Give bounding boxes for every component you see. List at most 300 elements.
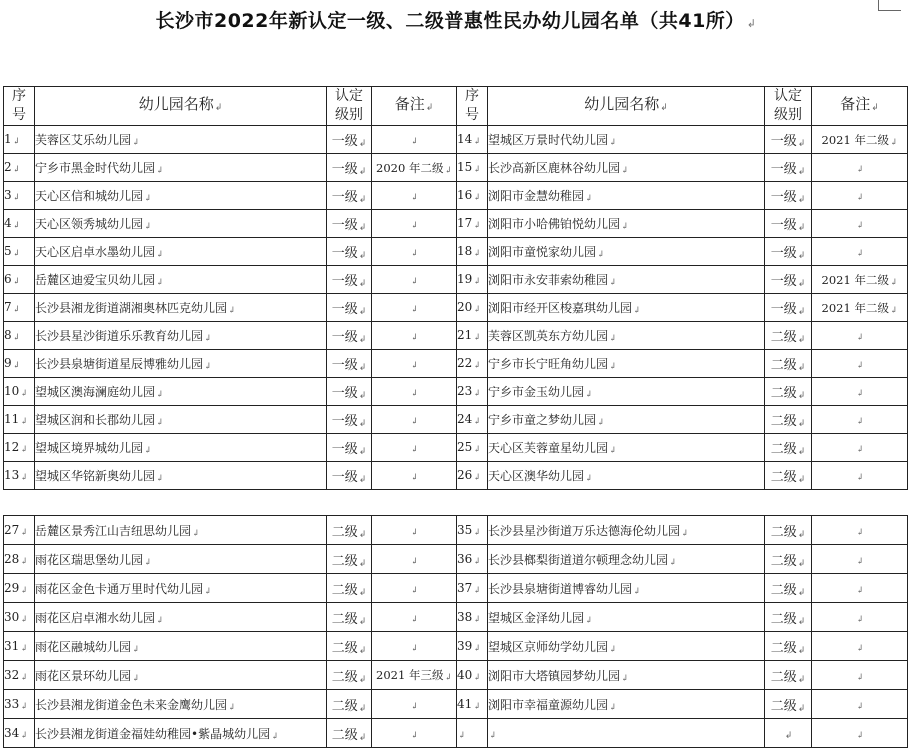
paragraph-mark-icon: ↲: [410, 193, 419, 203]
paragraph-mark-icon: ↲: [358, 251, 367, 261]
row-number-right: [457, 603, 488, 632]
paragraph-mark-icon: ↲: [12, 333, 21, 343]
paragraph-mark-icon: ↲: [132, 644, 140, 655]
paragraph-mark-icon: ↲: [156, 278, 164, 288]
paragraph-mark-icon: ↲: [585, 390, 593, 400]
paragraph-mark-icon: ↲: [358, 703, 367, 714]
table-row: [4, 434, 908, 462]
row-number-right: [457, 462, 488, 490]
paragraph-mark-icon: ↲: [12, 277, 21, 287]
paragraph-mark-icon: ↲: [20, 389, 28, 399]
kindergarten-name-right: [488, 322, 765, 350]
kindergarten-name-right: [488, 719, 765, 748]
paragraph-mark-icon: ↲: [473, 249, 481, 259]
row-number-left: [4, 632, 35, 661]
paragraph-mark-icon: ↲: [681, 528, 689, 539]
paragraph-mark-icon: ↲: [585, 615, 593, 626]
kindergarten-name-left-text: 望城区润和长郡幼儿园: [35, 413, 156, 427]
row-number-right: [457, 661, 488, 690]
level-cell-left-text: 一级: [331, 330, 358, 345]
note-cell-right: [812, 516, 908, 545]
row-number-right: [457, 632, 488, 661]
paragraph-mark-icon: ↲: [797, 223, 806, 233]
paragraph-mark-icon: ↲: [609, 278, 617, 288]
kindergarten-name-right-text: 长沙县榔梨街道道尔顿理念幼儿园: [488, 552, 669, 567]
note-cell-right: [812, 406, 908, 434]
page-title: [0, 6, 912, 33]
kindergarten-name-right-text: 宁乡市金玉幼儿园: [488, 385, 585, 399]
note-cell-left: [372, 154, 457, 182]
paragraph-mark-icon: ↲: [856, 643, 864, 654]
kindergarten-name-left: [35, 574, 327, 603]
row-number-left-text: 10: [4, 384, 20, 398]
table-row: [4, 322, 908, 350]
paragraph-mark-icon: ↲: [358, 447, 367, 457]
table-body-part-1: [4, 126, 908, 490]
paragraph-mark-icon: ↲: [20, 614, 28, 625]
note-cell-right: [812, 238, 908, 266]
paragraph-mark-icon: ↲: [473, 221, 481, 231]
paragraph-mark-icon: ↲: [473, 137, 481, 147]
note-cell-left: [372, 574, 457, 603]
paragraph-mark-icon: ↲: [856, 527, 864, 538]
paragraph-mark-icon: ↲: [156, 166, 164, 176]
kindergarten-name-right-text: 宁乡市童之梦幼儿园: [488, 413, 597, 427]
note-cell-left: [372, 632, 457, 661]
paragraph-mark-icon: ↲: [358, 732, 367, 743]
paragraph-mark-icon: ↲: [20, 672, 28, 683]
table-row: [4, 210, 908, 238]
table-row: [4, 266, 908, 294]
level-cell-right: [765, 574, 812, 603]
paragraph-mark-icon: ↲: [132, 138, 140, 148]
header-name: 幼儿园名称↲: [35, 87, 327, 126]
row-number-right: [457, 406, 488, 434]
level-cell-left: [327, 661, 372, 690]
paragraph-mark-icon: ↲: [358, 335, 367, 345]
level-cell-left-text: 一级: [331, 414, 358, 429]
paragraph-mark-icon: ↲: [597, 418, 605, 428]
paragraph-mark-icon: ↲: [444, 165, 452, 176]
level-cell-left: [327, 462, 372, 490]
note-cell-right: [812, 719, 908, 748]
kindergarten-name-right-text: 长沙县星沙街道万乐达德海伦幼儿园: [488, 523, 681, 538]
paragraph-mark-icon: ↲: [797, 391, 806, 401]
note-cell-left: [372, 516, 457, 545]
paragraph-mark-icon: ↲: [473, 445, 481, 455]
kindergarten-name-left: [35, 690, 327, 719]
level-cell-left-text: 一级: [331, 218, 358, 233]
paragraph-mark-icon: ↲: [473, 473, 481, 483]
row-number-left-text: 1: [4, 132, 12, 146]
kindergarten-name-left-text: 长沙县湘龙街道湖湘奥林匹克幼儿园: [35, 301, 228, 315]
kindergarten-name-right-text: 芙蓉区凯英东方幼儿园: [488, 329, 609, 343]
note-cell-left: [372, 378, 457, 406]
row-number-left-text: 32: [4, 667, 20, 682]
note-cell-right: [812, 632, 908, 661]
kindergarten-name-left: [35, 661, 327, 690]
kindergarten-name-right-text: 长沙高新区鹿林谷幼儿园: [488, 161, 621, 175]
table-row: [4, 378, 908, 406]
paragraph-mark-icon: ↲: [358, 307, 367, 317]
table-row: [4, 574, 908, 603]
level-cell-right: [765, 350, 812, 378]
paragraph-mark-icon: ↲: [797, 447, 806, 457]
paragraph-mark-icon: ↲: [797, 167, 806, 177]
paragraph-mark-icon: ↲: [856, 389, 864, 399]
level-cell-left-text: 二级: [331, 553, 358, 569]
kindergarten-name-right: [488, 210, 765, 238]
paragraph-mark-icon: ↲: [410, 473, 419, 483]
paragraph-mark-icon: ↲: [410, 221, 419, 231]
paragraph-mark-icon: ↲: [609, 446, 617, 456]
paragraph-mark-icon: ↲: [856, 361, 864, 371]
row-number-left-text: 27: [4, 522, 20, 537]
header-row: [4, 87, 908, 126]
row-number-left-text: 29: [4, 580, 20, 595]
level-cell-right: [765, 545, 812, 574]
header-num: 序 号: [4, 87, 35, 126]
kindergarten-name-right-text: 浏阳市经开区梭嘉琪幼儿园: [488, 301, 633, 315]
paragraph-mark-icon: ↲: [856, 333, 864, 343]
kindergarten-name-left-text: 雨花区金色卡通万里时代幼儿园: [35, 581, 204, 596]
level-cell-right: [765, 661, 812, 690]
table-row: [4, 406, 908, 434]
level-cell-right: [765, 126, 812, 154]
paragraph-mark-icon: ↲: [144, 557, 152, 568]
paragraph-mark-icon: ↲: [473, 193, 481, 203]
row-number-right-text: 15: [457, 160, 473, 174]
header-note: 备注↲: [372, 87, 457, 126]
paragraph-mark-icon: ↲: [410, 527, 419, 538]
row-number-left-text: 13: [4, 468, 20, 482]
paragraph-mark-icon: ↲: [797, 616, 806, 627]
note-cell-right: [812, 661, 908, 690]
note-cell-right: [812, 322, 908, 350]
row-number-right-text: 21: [457, 328, 473, 342]
paragraph-mark-icon: ↲: [358, 558, 367, 569]
level-cell-right: [765, 238, 812, 266]
paragraph-mark-icon: ↲: [358, 167, 367, 177]
row-number-right: [457, 378, 488, 406]
note-cell-left: [372, 350, 457, 378]
kindergarten-name-left-text: 长沙县星沙街道乐乐教育幼儿园: [35, 329, 204, 343]
level-cell-left: [327, 434, 372, 462]
kindergarten-name-left: [35, 322, 327, 350]
kindergarten-name-left: [35, 350, 327, 378]
note-cell-right: [812, 690, 908, 719]
paragraph-mark-icon: ↲: [12, 305, 21, 315]
paragraph-mark-icon: ↲: [585, 474, 593, 484]
level-cell-left: [327, 294, 372, 322]
paragraph-mark-icon: ↲: [856, 614, 864, 625]
paragraph-mark-icon: ↲: [856, 417, 864, 427]
note-cell-left: [372, 210, 457, 238]
kindergarten-name-right-text: 浏阳市金慧幼稚园: [488, 189, 585, 203]
paragraph-mark-icon: ↲: [358, 279, 367, 289]
kindergarten-name-right-text: 天心区芙蓉童星幼儿园: [488, 441, 609, 455]
paragraph-mark-icon: ↲: [797, 307, 806, 317]
note-cell-left: [372, 719, 457, 748]
row-number-left: [4, 574, 35, 603]
level-cell-right-text: 二级: [770, 640, 797, 656]
row-number-right: [457, 154, 488, 182]
paragraph-mark-icon: ↲: [621, 222, 629, 232]
note-cell-right: [812, 378, 908, 406]
paragraph-mark-icon: ↲: [444, 673, 452, 683]
row-number-right-text: 17: [457, 216, 473, 230]
level-cell-left-text: 二级: [331, 524, 358, 540]
kindergarten-name-right: [488, 154, 765, 182]
level-cell-left-text: 一级: [331, 442, 358, 457]
row-number-right: [457, 545, 488, 574]
level-cell-right-text: 二级: [770, 442, 797, 457]
kindergarten-name-right: [488, 406, 765, 434]
paragraph-mark-icon: ↲: [192, 528, 200, 539]
paragraph-mark-icon: ↲: [20, 445, 28, 455]
row-number-right: [457, 434, 488, 462]
table-row: [4, 126, 908, 154]
kindergarten-name-left: [35, 266, 327, 294]
level-cell-left: [327, 690, 372, 719]
level-cell-right-text: 一级: [770, 190, 797, 205]
paragraph-mark-icon: ↲: [358, 645, 367, 656]
kindergarten-name-right: [488, 266, 765, 294]
level-cell-right: [765, 294, 812, 322]
note-cell-left: [372, 661, 457, 690]
level-cell-left-text: 一级: [331, 190, 358, 205]
kindergarten-name-left: [35, 632, 327, 661]
row-number-left: [4, 210, 35, 238]
note-cell-left: [372, 690, 457, 719]
kindergarten-name-right-text: 长沙县泉塘街道博睿幼儿园: [488, 581, 633, 596]
kindergarten-name-right-text: 天心区澳华幼儿园: [488, 469, 585, 483]
table-row: [4, 632, 908, 661]
row-number-left: [4, 690, 35, 719]
paragraph-mark-icon: ↲: [156, 390, 164, 400]
paragraph-mark-icon: ↲: [410, 333, 419, 343]
paragraph-mark-icon: ↲: [609, 362, 617, 372]
note-cell-left: [372, 238, 457, 266]
level-cell-left: [327, 406, 372, 434]
paragraph-mark-icon: ↲: [856, 249, 864, 259]
kindergarten-name-left-text: 天心区领秀城幼儿园: [35, 217, 144, 231]
kindergarten-name-left: [35, 210, 327, 238]
table-row: [4, 690, 908, 719]
kindergarten-name-right-text: 望城区京师幼学幼儿园: [488, 639, 609, 654]
table-row: [4, 545, 908, 574]
paragraph-mark-icon: ↲: [797, 645, 806, 656]
level-cell-left-text: 一级: [331, 358, 358, 373]
paragraph-mark-icon: ↲: [410, 730, 419, 741]
level-cell-left-text: 二级: [331, 698, 358, 714]
paragraph-mark-icon: ↲: [797, 587, 806, 598]
table-header: [4, 87, 908, 126]
level-cell-right: [765, 434, 812, 462]
note-cell-left: [372, 266, 457, 294]
level-cell-right: [765, 719, 812, 748]
level-cell-left: [327, 378, 372, 406]
paragraph-mark-icon: ↲: [12, 193, 21, 203]
row-number-left: [4, 126, 35, 154]
row-number-left: [4, 661, 35, 690]
paragraph-mark-icon: ↲: [856, 165, 864, 175]
paragraph-mark-icon: ↲: [597, 250, 605, 260]
paragraph-mark-icon: ↲: [784, 730, 793, 741]
level-cell-left: [327, 210, 372, 238]
kindergarten-name-right: [488, 690, 765, 719]
row-number-right: [457, 719, 488, 748]
kindergarten-name-left-text: 天心区启卓水墨幼儿园: [35, 245, 156, 259]
row-number-left: [4, 603, 35, 632]
row-number-left-text: 4: [4, 216, 12, 230]
level-cell-right-text: 二级: [770, 669, 797, 685]
paragraph-mark-icon: ↲: [856, 556, 864, 567]
paragraph-mark-icon: ↲: [204, 586, 212, 597]
paragraph-mark-icon: ↲: [410, 417, 419, 427]
header-num-right: 序 号: [457, 87, 488, 126]
kindergarten-name-right-text: 宁乡市长宁旺角幼儿园: [488, 357, 609, 371]
header-level-right: 认定 级别: [765, 87, 812, 126]
row-number-right: [457, 690, 488, 719]
kindergarten-name-right: [488, 126, 765, 154]
row-number-right: [457, 322, 488, 350]
kindergarten-name-left: [35, 462, 327, 490]
kindergarten-name-left-text: 岳麓区迪爱宝贝幼儿园: [35, 273, 156, 287]
level-cell-right-text: 二级: [770, 582, 797, 598]
level-cell-left-text: 一级: [331, 302, 358, 317]
paragraph-mark-icon: ↲: [358, 475, 367, 485]
kindergarten-name-left: [35, 238, 327, 266]
level-cell-right: [765, 632, 812, 661]
paragraph-mark-icon: ↲: [410, 389, 419, 399]
level-cell-right: [765, 266, 812, 294]
row-number-left: [4, 378, 35, 406]
kindergarten-name-right: [488, 350, 765, 378]
level-cell-right: [765, 154, 812, 182]
paragraph-mark-icon: ↲: [410, 701, 419, 712]
level-cell-right-text: 二级: [770, 386, 797, 401]
note-cell-left-text: 2021 年三级: [376, 668, 444, 682]
kindergarten-name-left: [35, 154, 327, 182]
level-cell-left: [327, 182, 372, 210]
table-row: [4, 603, 908, 632]
paragraph-mark-icon: ↲: [132, 673, 140, 684]
kindergarten-name-left-text: 宁乡市黑金时代幼儿园: [35, 161, 156, 175]
paragraph-mark-icon: ↲: [473, 585, 481, 596]
kindergarten-name-left-text: 芙蓉区艾乐幼儿园: [35, 133, 132, 147]
paragraph-mark-icon: ↲: [797, 529, 806, 540]
kindergarten-name-left-text: 雨花区景环幼儿园: [35, 668, 132, 683]
kindergarten-name-left-text: 雨花区瑞思堡幼儿园: [35, 552, 144, 567]
row-number-right-text: 40: [457, 667, 473, 682]
level-cell-left: [327, 322, 372, 350]
note-cell-right: [812, 154, 908, 182]
paragraph-mark-icon: ↲: [410, 614, 419, 625]
paragraph-mark-icon: ↲: [473, 333, 481, 343]
paragraph-mark-icon: ↲: [609, 138, 617, 148]
row-number-left-text: 28: [4, 551, 20, 566]
row-number-left-text: 5: [4, 244, 12, 258]
level-cell-left-text: 一级: [331, 162, 358, 177]
kindergarten-name-right: [488, 545, 765, 574]
row-number-right: [457, 126, 488, 154]
row-number-right-text: 37: [457, 580, 473, 595]
table-row: [4, 719, 908, 748]
note-cell-right: [812, 126, 908, 154]
kindergarten-name-left-text: 雨花区融城幼儿园: [35, 639, 132, 654]
kindergarten-name-left: [35, 182, 327, 210]
row-number-left: [4, 322, 35, 350]
paragraph-mark-icon: ↲: [473, 614, 481, 625]
paragraph-mark-icon: ↲: [856, 585, 864, 596]
kindergarten-name-right: [488, 462, 765, 490]
kindergarten-name-right: [488, 182, 765, 210]
level-cell-right: [765, 462, 812, 490]
paragraph-mark-icon: ↲: [20, 730, 28, 741]
paragraph-mark-icon: ↲: [20, 527, 28, 538]
level-cell-right: [765, 378, 812, 406]
note-cell-left-text: 2020 年二级: [376, 160, 444, 175]
paragraph-mark-icon: ↲: [358, 587, 367, 598]
level-cell-right-text: 二级: [770, 330, 797, 345]
level-cell-left-text: 二级: [331, 727, 358, 743]
paragraph-mark-icon: ↲: [473, 361, 481, 371]
kindergarten-name-left: [35, 719, 327, 748]
note-cell-right: [812, 574, 908, 603]
level-cell-right: [765, 406, 812, 434]
level-cell-right-text: 二级: [770, 524, 797, 540]
paragraph-mark-icon: ↲: [410, 305, 419, 315]
kindergarten-table-part-2: [3, 515, 908, 748]
level-cell-left-text: 二级: [331, 640, 358, 656]
kindergarten-name-right: [488, 434, 765, 462]
paragraph-mark-icon: ↲: [856, 221, 864, 231]
paragraph-mark-icon: ↲: [358, 419, 367, 429]
paragraph-mark-icon: ↲: [473, 701, 481, 712]
note-cell-right: [812, 545, 908, 574]
kindergarten-name-left-text: 长沙县湘龙街道金色未来金鹰幼儿园: [35, 697, 228, 712]
paragraph-mark-icon: ↲: [410, 585, 419, 596]
row-number-left: [4, 154, 35, 182]
paragraph-mark-icon: ↲: [797, 703, 806, 714]
paragraph-mark-icon: ↲: [633, 586, 641, 597]
kindergarten-name-right-text: 望城区万景时代幼儿园: [488, 133, 609, 147]
level-cell-right-text: 一级: [770, 302, 797, 317]
paragraph-mark-icon: ↲: [410, 361, 419, 371]
paragraph-mark-icon: ↲: [271, 731, 279, 742]
level-cell-left-text: 一级: [331, 470, 358, 485]
paragraph-mark-icon: ↲: [228, 702, 236, 713]
note-cell-left: [372, 545, 457, 574]
level-cell-right: [765, 516, 812, 545]
level-cell-right: [765, 322, 812, 350]
paragraph-mark-icon: ↲: [797, 139, 806, 149]
table-row: [4, 238, 908, 266]
level-cell-right-text: 一级: [770, 218, 797, 233]
row-number-left-text: 34: [4, 725, 20, 740]
paragraph-mark-icon: ↲: [856, 701, 864, 712]
paragraph-mark-icon: ↲: [473, 417, 481, 427]
level-cell-right-text: 一级: [770, 246, 797, 261]
paragraph-mark-icon: ↲: [20, 701, 28, 712]
kindergarten-name-right-text: 浏阳市童悦家幼儿园: [488, 245, 597, 259]
paragraph-mark-icon: ↲: [473, 672, 481, 683]
kindergarten-name-right: [488, 516, 765, 545]
note-cell-right-text: 2021 年二级: [821, 300, 889, 315]
paragraph-mark-icon: ↲: [358, 616, 367, 627]
note-cell-right: [812, 210, 908, 238]
